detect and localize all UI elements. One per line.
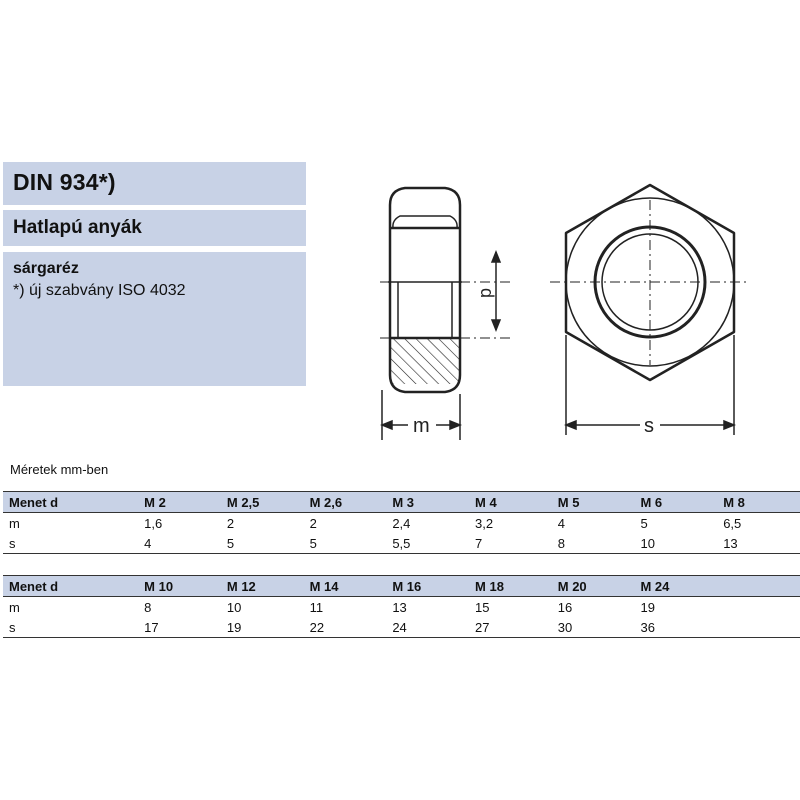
subtitle-panel <box>3 210 306 246</box>
dimension-d-label: d <box>477 288 497 299</box>
header-cell: M 2,6 <box>304 492 387 513</box>
hex-nut-drawing <box>360 170 760 450</box>
header-cell: M 12 <box>221 576 304 597</box>
units-note: Méretek mm-ben <box>10 462 109 477</box>
header-cell: M 16 <box>386 576 469 597</box>
dimension-s <box>566 335 734 437</box>
dimensions-table-1 <box>3 491 800 554</box>
table-cell: 5,5 <box>386 533 469 554</box>
table-cell: 5 <box>304 533 387 554</box>
table-cell: 30 <box>552 617 635 638</box>
table-row <box>3 533 800 554</box>
table-cell: 8 <box>144 599 152 615</box>
table-row <box>3 513 800 534</box>
header-cell: M 8 <box>717 492 800 513</box>
table-cell: 24 <box>386 617 469 638</box>
header-cell <box>717 576 800 597</box>
table-row <box>3 617 800 638</box>
header-cell: M 3 <box>386 492 469 513</box>
row-label: m <box>9 515 20 531</box>
table-cell: 36 <box>634 617 717 638</box>
table-cell: 13 <box>392 599 407 615</box>
table-cell <box>717 617 800 638</box>
row-label: s <box>3 617 138 638</box>
table-cell: 15 <box>475 599 490 615</box>
table-cell: 11 <box>309 599 324 615</box>
table-header-row <box>3 576 800 597</box>
table-cell: 19 <box>221 617 304 638</box>
table-header-row <box>3 492 800 513</box>
header-cell: M 6 <box>634 492 717 513</box>
table-cell: 10 <box>226 599 242 615</box>
table-cell: 17 <box>138 617 221 638</box>
header-cell: Menet d <box>3 576 138 597</box>
table-cell: 6,5 <box>723 515 742 531</box>
standard-note: *) új szabvány ISO 4032 <box>13 282 186 299</box>
row-label: m <box>9 599 20 615</box>
header-cell: M 2 <box>138 492 221 513</box>
table-cell: 10 <box>634 533 717 554</box>
table-cell: 16 <box>557 599 573 615</box>
table-cell: 4 <box>138 533 221 554</box>
header-cell: M 5 <box>552 492 635 513</box>
table-cell: 5 <box>640 515 648 531</box>
dimension-d <box>477 252 500 330</box>
header-cell: M 18 <box>469 576 552 597</box>
table-cell <box>717 597 800 618</box>
table-cell: 19 <box>640 599 655 615</box>
table-cell: 5 <box>221 533 304 554</box>
page-title: DIN 934*) <box>13 169 116 195</box>
table-cell: 8 <box>552 533 635 554</box>
page-subtitle: Hatlapú anyák <box>13 217 142 238</box>
table-cell: 1,6 <box>144 515 163 531</box>
header-cell: M 10 <box>138 576 221 597</box>
table-cell: 13 <box>717 533 800 554</box>
header-cell: M 4 <box>469 492 552 513</box>
table-cell: 4 <box>557 515 565 531</box>
header-cell: M 14 <box>304 576 387 597</box>
table-cell: 22 <box>304 617 387 638</box>
dimensions-table-2 <box>3 575 800 638</box>
header-cell: M 2,5 <box>221 492 304 513</box>
dimension-m-label: m <box>413 415 430 437</box>
material-label: sárgaréz <box>13 260 79 277</box>
table-cell: 2,4 <box>392 515 411 531</box>
header-cell: M 24 <box>634 576 717 597</box>
table-row <box>3 597 800 618</box>
table-cell: 2 <box>309 515 317 531</box>
row-label: s <box>3 533 138 554</box>
dimension-s-label: s <box>644 415 654 437</box>
header-cell: M 20 <box>552 576 635 597</box>
info-panel <box>3 252 306 386</box>
table-cell: 7 <box>469 533 552 554</box>
table-cell: 3,2 <box>475 515 494 531</box>
table-cell: 27 <box>469 617 552 638</box>
nut-top-view <box>550 185 750 380</box>
header-cell: Menet d <box>3 492 138 513</box>
title-panel <box>3 162 306 205</box>
table-cell: 2 <box>226 515 235 531</box>
dimension-m <box>382 390 460 440</box>
